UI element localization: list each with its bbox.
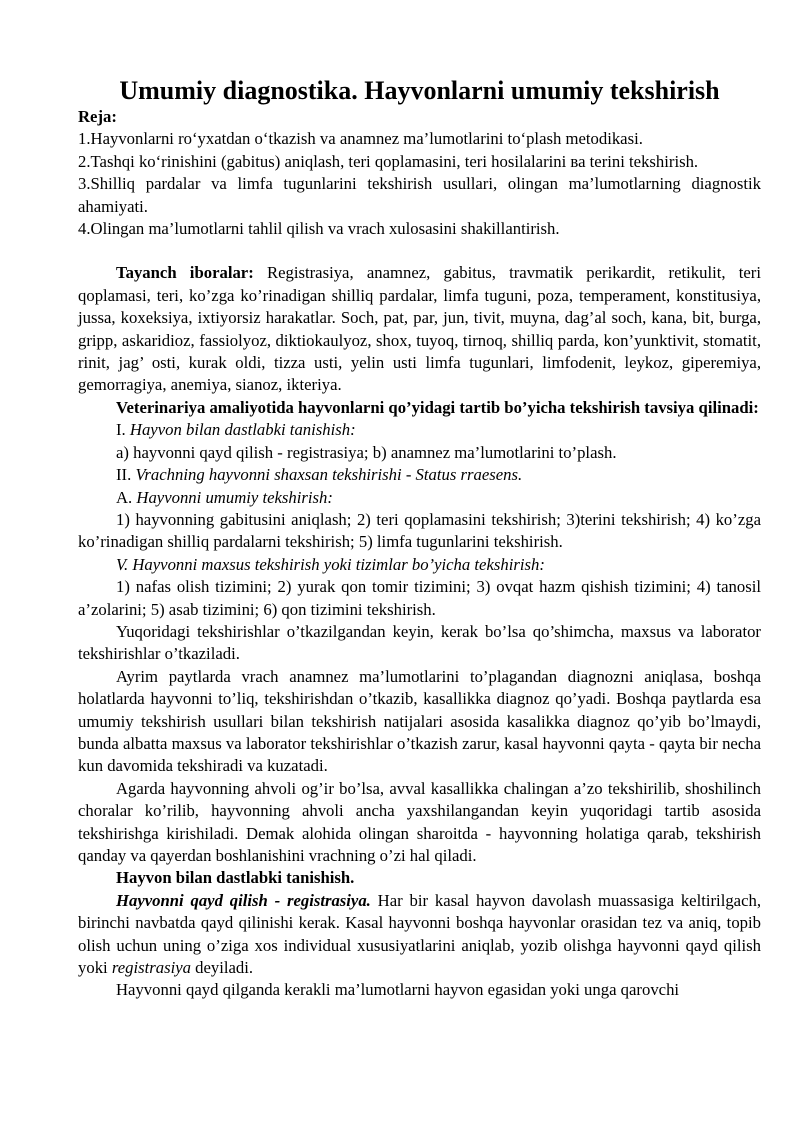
page-title: Umumiy diagnostika. Hayvonlarni umumiy tekshirish: [119, 76, 720, 105]
spacer: [78, 240, 761, 262]
paragraph: Hayvonni qayd qilganda kerakli ma’lumotlarni hayvon egasidan yoki unga qarovchi: [116, 980, 680, 1000]
order-section-v-text: 1) nafas olish tizimini; 2) yurak qon tomir tizimini; 3) ovqat hazm qishish tizimini; 4) tanosil a’zolarini; 5) asab tizimini; 6) qon tizimini tekshirish.: [78, 577, 761, 619]
order-section-a: [78, 487, 761, 509]
section-number: A.: [116, 487, 137, 507]
order-section-2: [78, 464, 761, 486]
order-heading: Veterinariya amaliyotida hayvonlarni qo’yidagi tartib bo’yicha tekshirish tavsiya qilinadi:: [116, 397, 759, 417]
order-section-v: V. Hayvonni maxsus tekshirish yoki tizimlar bo’yicha tekshirish:: [116, 554, 545, 574]
registration-label: Hayvonni qayd qilish - registrasiya.: [116, 890, 371, 910]
plan-item: 3.Shilliq pardalar va limfa tugunlarini tekshirish usullari, olingan ma’lumotlarning diagnostik ahamiyati.: [78, 174, 761, 216]
order-section-a-text: 1) hayvonning gabitusini aniqlash; 2) teri qoplamasini tekshirish; 3)terini tekshirish; 4) ko’zga ko’rinadigan shilliq pardalarni tekshirish; 5) limfa tugunlarini tekshirish.: [78, 509, 761, 552]
plan-item: 1.Hayvonlarni ro‘yxatdan o‘tkazish va anamnez ma’lumotlarini to‘plash metodikasi.: [78, 129, 643, 149]
keywords-text: Registrasiya, anamnez, gabitus, travmatik perikardit, retikulit, teri qoplamasi, teri, ko’zga ko’rinadigan shilliq pardalar, limfa tuguni, poza, temperament, konstitusiya, jussa, koxeksiya, ixtiyorsiz harakatlar. Soch, pat, par, jun, tivit, muyna, dag’al soch, kana, bit, burga, gripp, askaridioz, fassiolyoz, diktiokaulyoz, shox, tuyoq, tirnoq, shilliq parda, kon’yunktivit, stomatit, rinit, jag’ osti, kurak oldi, tizza usti, yelin usti limfa tugunlari, limfodenit, leykoz, giperemiya, gemorragiya, anemiya, sianoz, ikteriya.: [78, 263, 761, 395]
term: registrasiya: [111, 958, 191, 978]
section-title: Hayvon bilan dastlabki tanishish:: [129, 420, 356, 440]
paragraph-text: deyiladi.: [190, 958, 254, 978]
section-title: Vrachning hayvonni shaxsan tekshirishi - Status rraesens.: [135, 465, 523, 485]
plan-item: 4.Olingan ma’lumotlarni tahlil qilish va vrach xulosasini shakillantirish.: [78, 219, 560, 239]
plan-heading: Reja:: [78, 107, 117, 126]
paragraph: Agarda hayvonning ahvoli og’ir bo’lsa, avval kasallikka chalingan a’zo tekshirilib, shoshilinch choralar ko’rilib, hayvonning ahvoli ancha yaxshilangandan keyin yuqoridagi tartib asosida tekshirishga kirishiladi. Demak alohida olingan sharoitda - hayvonning holatiga qarab, tekshirish qanday va qayerdan boshlanishini vrachning o’zi hal qiladi.: [78, 778, 761, 865]
registration-paragraph: [78, 890, 761, 980]
order-section-1: [78, 419, 761, 441]
section-number: II.: [116, 465, 136, 485]
section-number: I.: [116, 420, 130, 440]
paragraph: Ayrim paytlarda vrach anamnez ma’lumotlarini to’plagandan diagnozni aniqlasa, boshqa holatlarda hayvonni to’liq, tekshirishdan o’tkazib, kasallikka diagnoz qo’yadi. Boshqa paytlarda esa umumiy tekshirish usullari bilan tekshirish natijalari asosida kasalikka diagnoz qo’yib bo’lmaydi, bunda albatta maxsus va laborator tekshirishlar o’tkazish zarur, kasal hayvonni qayta - qayta bir necha kun davomida tekshiradi va kuzatadi.: [78, 666, 761, 776]
plan-item: 2.Tashqi ko‘rinishini (gabitus) aniqlash, teri qoplamasini, teri hosilalarini ва terini tekshirish.: [78, 151, 699, 171]
paragraph-text: Har bir kasal hayvon davolash muassasiga keltirilgach, birinchi navbatda qayd qilinishi kerak. Kasal hayvonni boshqa hayvonlar orasidan tez va aniq, topib olish uchun uning o’ziga xos individual xususiyatlarini aniqlab, yozib olishga hayvonni qayd qilish yoki: [78, 890, 761, 978]
keywords-label: Tayanch iboralar:: [116, 263, 254, 283]
section-heading: Hayvon bilan dastlabki tanishish.: [116, 868, 355, 888]
order-section-1-text: a) hayvonni qayd qilish - registrasiya; b) anamnez ma’lumotlarini to’plash.: [116, 442, 617, 462]
section-title: Hayvonni umumiy tekshirish:: [136, 487, 333, 507]
keywords-paragraph: [78, 262, 761, 396]
paragraph: Yuqoridagi tekshirishlar o’tkazilgandan keyin, kerak bo’lsa qo’shimcha, maxsus va laborator tekshirishlar o’tkaziladi.: [78, 621, 761, 664]
